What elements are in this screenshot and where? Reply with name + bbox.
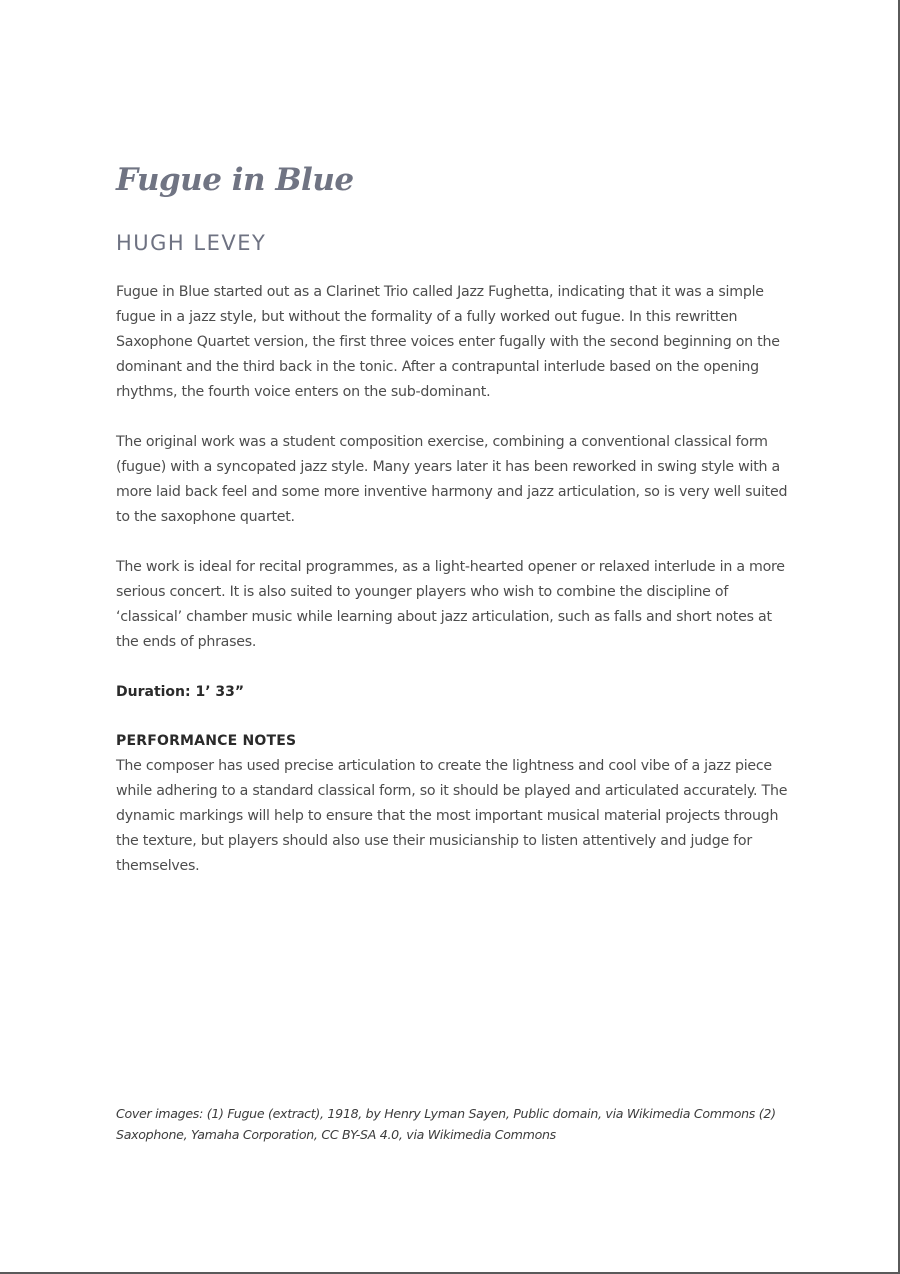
description-paragraph-3: The work is ideal for recital programmes, as a light-hearted opener or relaxed interlude in a more serious concert. It is also suited to younger players who wish to combine the discipline of ‘classical’ chamber music while learning about jazz articulation, such as falls and short notes at the ends of phrases. bbox=[116, 559, 785, 650]
description-paragraph-2: The original work was a student composition exercise, combining a conventional classical form (fugue) with a syncopated jazz style. Many years later it has been reworked in swing style with a more laid back feel and some more inventive harmony and jazz articulation, so is very well suited to the saxophone quartet. bbox=[116, 434, 788, 525]
composer-name: HUGH LEVEY bbox=[116, 231, 267, 255]
performance-notes-heading: PERFORMANCE NOTES bbox=[116, 733, 297, 749]
piece-title: Fugue in Blue bbox=[116, 162, 354, 198]
performance-notes-section bbox=[116, 729, 788, 879]
image-credits: Cover images: (1) Fugue (extract), 1918, by Henry Lyman Sayen, Public domain, via Wikimedia Commons (2) Saxophone, Yamaha Corporation, CC BY-SA 4.0, via Wikimedia Commons bbox=[116, 1106, 776, 1142]
document-body bbox=[116, 158, 788, 879]
performance-notes-text: The composer has used precise articulation to create the lightness and cool vibe of a jazz piece while adhering to a standard classical form, so it should be played and articulated accurately. The dynamic markings will help to ensure that the most important musical material projects through the texture, but players should also use their musicianship to listen attentively and judge for themselves. bbox=[116, 758, 788, 874]
description-paragraph-1: Fugue in Blue started out as a Clarinet Trio called Jazz Fughetta, indicating that it was a simple fugue in a jazz style, but without the formality of a fully worked out fugue. In this rewritten Saxophone Quartet version, the first three voices enter fugally with the second beginning on the dominant and the third back in the tonic. After a contrapuntal interlude based on the opening rhythms, the fourth voice enters on the sub-dominant. bbox=[116, 284, 780, 400]
duration-label: Duration: 1’ 33” bbox=[116, 684, 245, 700]
